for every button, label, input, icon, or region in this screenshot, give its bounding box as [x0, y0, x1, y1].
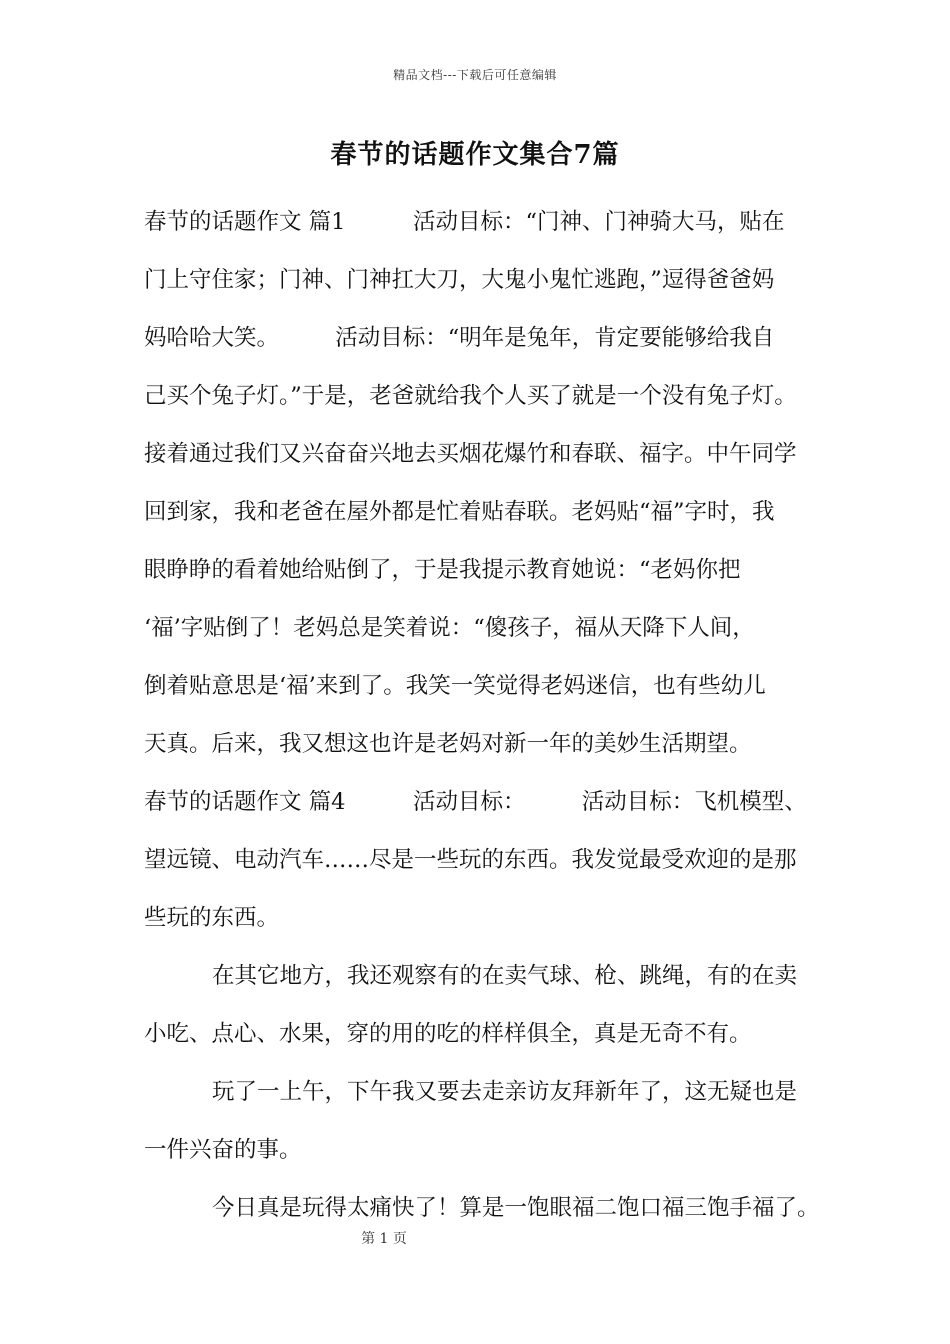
body-line: 眼睁睁的看着她给贴倒了，于是我提示教育她说：“老妈你把	[144, 557, 741, 583]
document-body	[144, 202, 824, 1246]
body-line: 门上守住家；门神、门神扛大刀，大鬼小鬼忙逃跑，”逗得爸爸妈	[144, 267, 775, 293]
body-line: ‘福’字贴倒了！老妈总是笑着说：“傻孩子，福从天降下人间，	[144, 615, 755, 641]
body-line: 望远镜、电动汽车……尽是一些玩的东西。我发觉最受欢迎的是那	[144, 847, 797, 873]
body-line-indented: 今日真是玩得太痛快了！算是一饱眼福二饱口福三饱手福了。	[212, 1195, 820, 1221]
body-line: 妈哈哈大笑。 活动目标：“明年是兔年，肯定要能够给我自	[144, 325, 775, 351]
body-line: 春节的话题作文 篇4 活动目标： 活动目标：飞机模型、	[144, 789, 807, 815]
body-line: 己买个兔子灯。”于是，老爸就给我个人买了就是一个没有兔子灯。	[144, 383, 797, 409]
document-title: 春节的话题作文集合7篇	[330, 140, 620, 170]
body-line-indented: 玩了一上午，下午我又要去走亲访友拜新年了，这无疑也是	[212, 1079, 798, 1105]
body-line: 倒着贴意思是‘福’来到了。我笑一笑觉得老妈迷信，也有些幼儿	[144, 673, 766, 699]
page-number: 第 1 页	[361, 1231, 407, 1247]
body-line: 天真。后来，我又想这也许是老妈对新一年的美妙生活期望。	[144, 731, 752, 757]
body-line: 春节的话题作文 篇1 活动目标：“门神、门神骑大马，贴在	[144, 209, 785, 235]
body-line: 一件兴奋的事。	[144, 1137, 302, 1163]
page-header: 精品文档---下载后可任意编辑	[393, 68, 557, 82]
body-line-indented: 在其它地方，我还观察有的在卖气球、枪、跳绳，有的在卖	[212, 963, 798, 989]
body-line: 回到家，我和老爸在屋外都是忙着贴春联。老妈贴“福”字时，我	[144, 499, 775, 525]
body-line: 接着通过我们又兴奋奋兴地去买烟花爆竹和春联、福字。中午同学	[144, 441, 797, 467]
body-line: 小吃、点心、水果，穿的用的吃的样样俱全，真是无奇不有。	[144, 1021, 752, 1047]
body-line: 些玩的东西。	[144, 905, 280, 931]
